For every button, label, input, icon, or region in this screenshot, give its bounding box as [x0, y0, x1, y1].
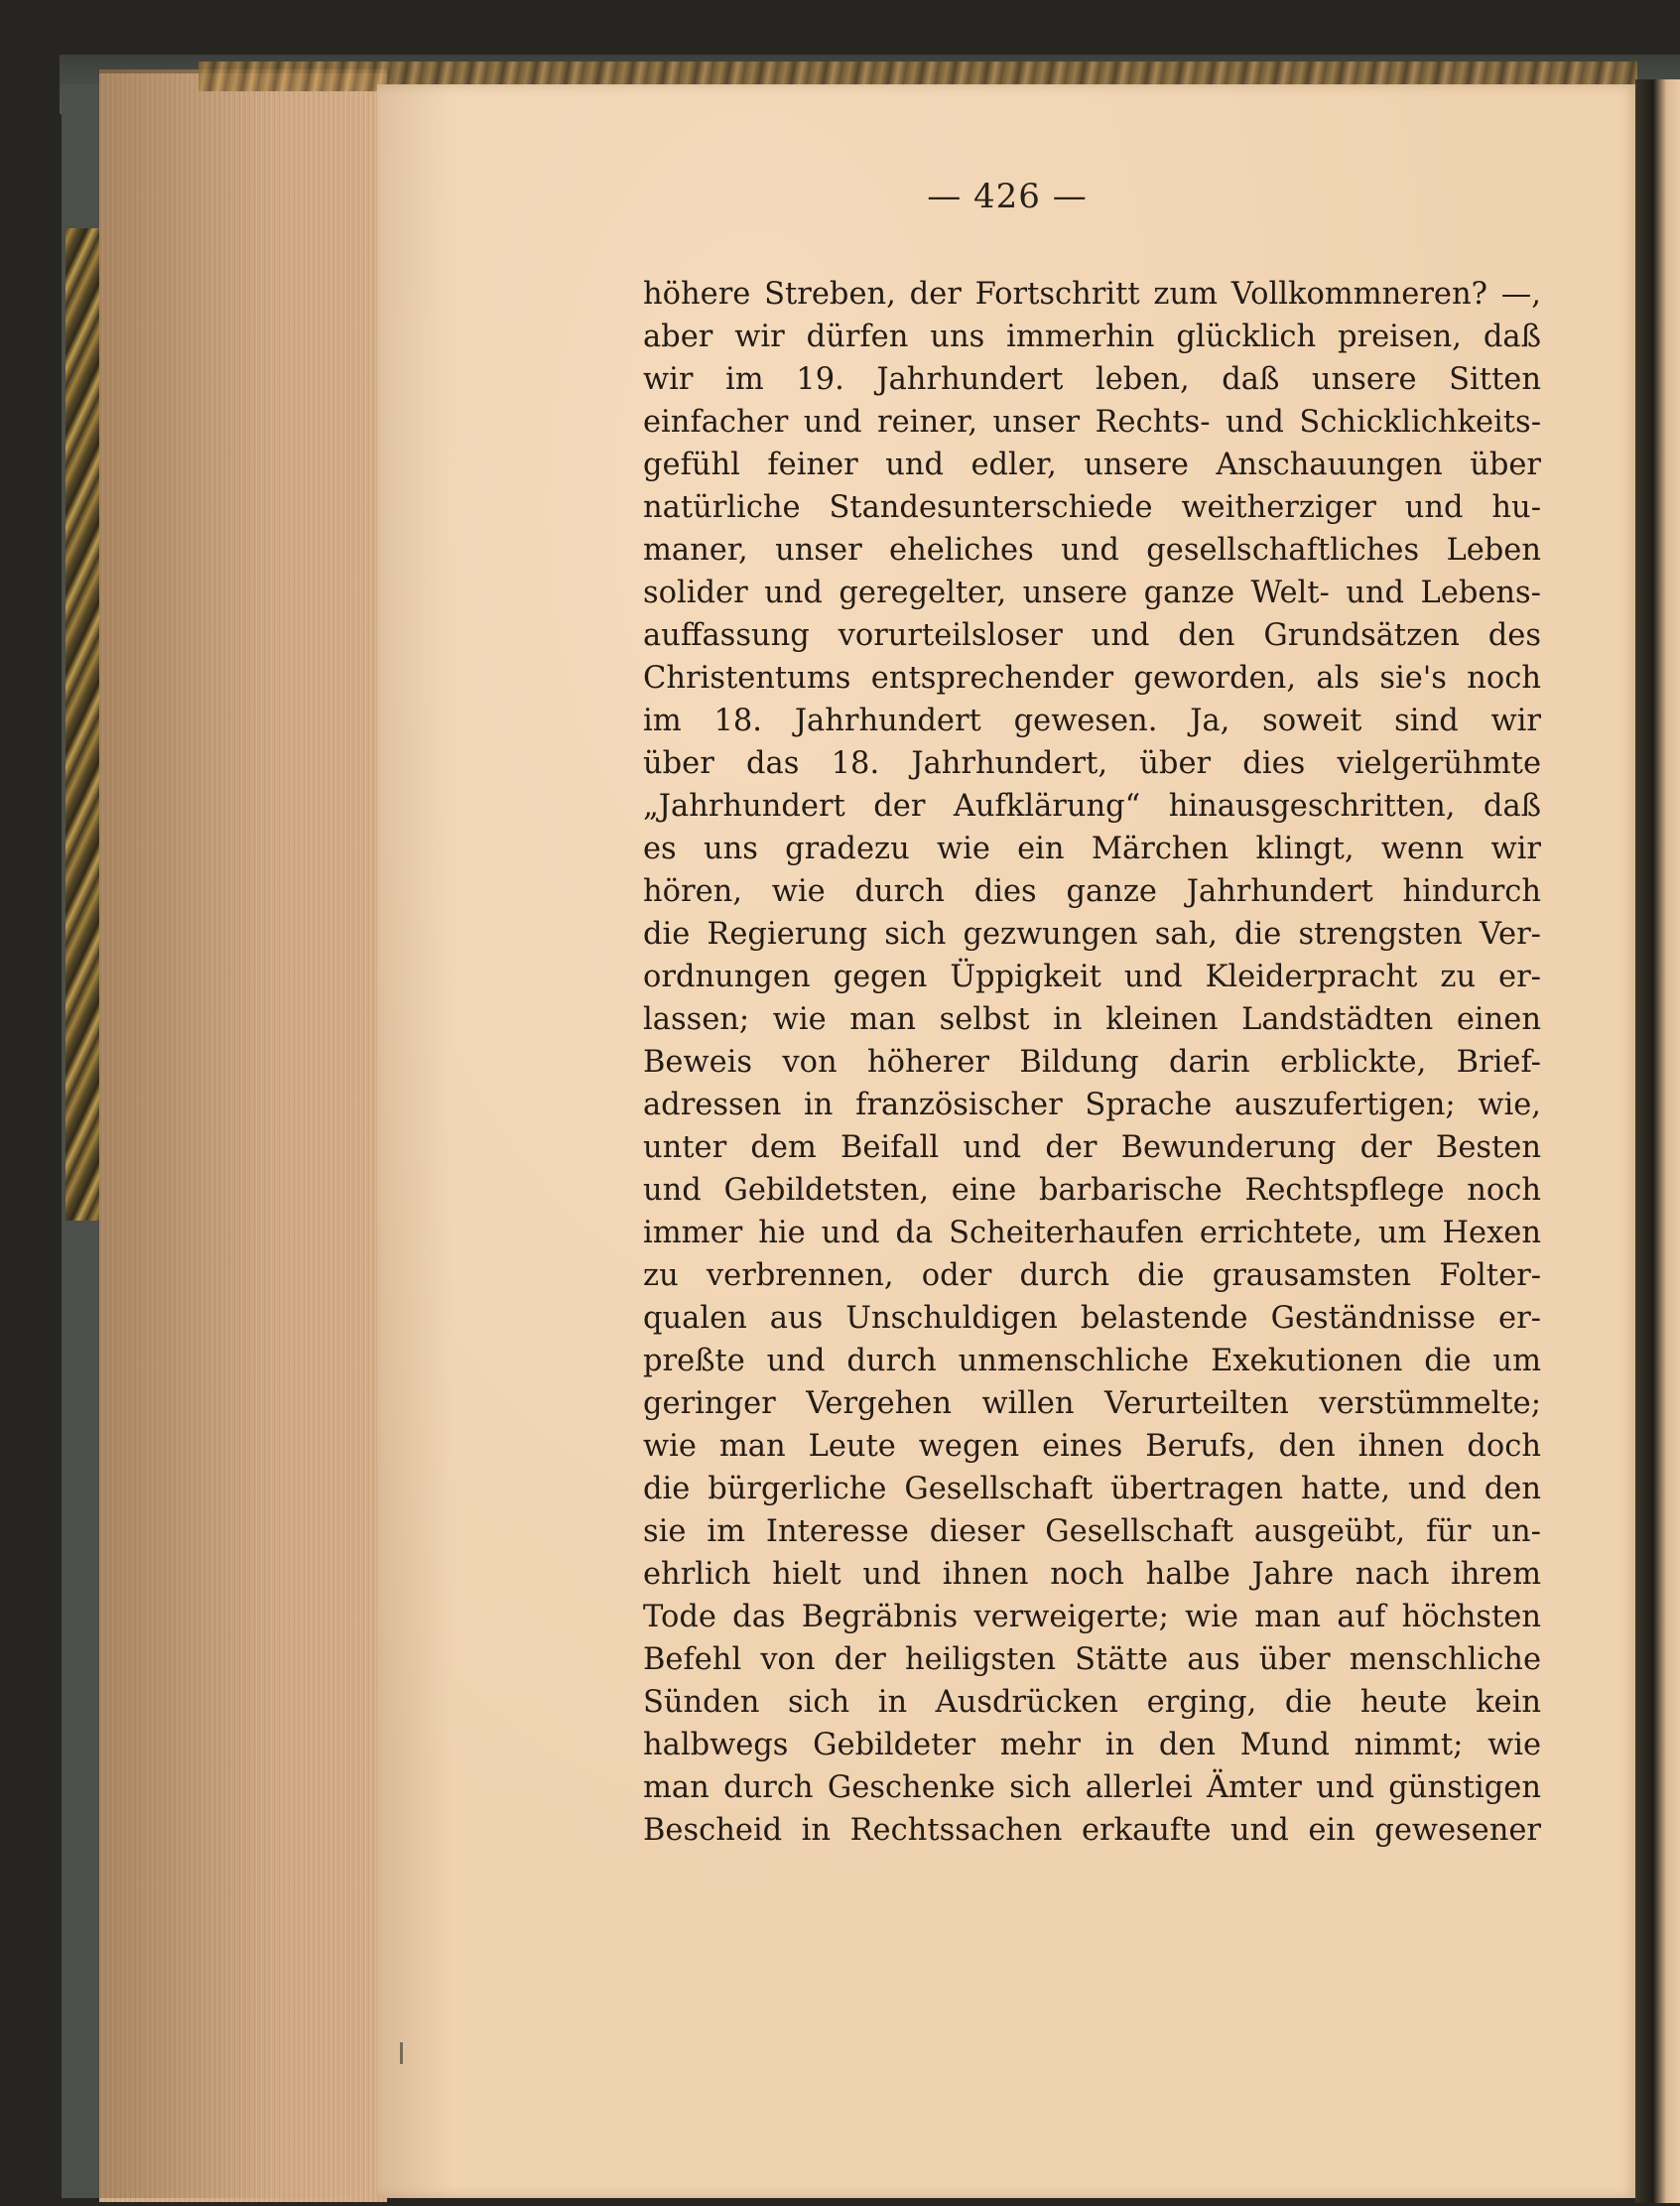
text-line: Beweis von höherer Bildung darin erblickte, Brief- [643, 1045, 1541, 1080]
text-line: natürliche Standesunterschiede weitherziger und hu- [643, 490, 1541, 525]
text-line: ehrlich hielt und ihnen noch halbe Jahre nach ihrem [643, 1557, 1541, 1592]
text-line: adressen in französischer Sprache auszufertigen; wie, [643, 1088, 1541, 1122]
text-line: hören, wie durch dies ganze Jahrhundert hindurch [643, 874, 1541, 909]
text-line: Bescheid in Rechtssachen erkaufte und ein gewesener [643, 1813, 1541, 1848]
book-gutter [1635, 79, 1680, 2203]
text-line: höhere Streben, der Fortschritt zum Vollkommneren? —, [643, 277, 1541, 312]
text-line: wir im 19. Jahrhundert leben, daß unsere Sitten [643, 362, 1541, 397]
body-text [643, 273, 1541, 1852]
text-line: die bürgerliche Gesellschaft übertragen hatte, und den [643, 1472, 1541, 1506]
text-line: sie im Interesse dieser Gesellschaft ausgeübt, für un- [643, 1514, 1541, 1549]
text-line: unter dem Beifall und der Bewunderung der Besten [643, 1130, 1541, 1165]
text-line: Sünden sich in Ausdrücken erging, die heute kein [643, 1685, 1541, 1720]
text-line: wie man Leute wegen eines Berufs, den ihnen doch [643, 1429, 1541, 1464]
marbled-cover-edge [65, 228, 101, 1221]
text-line: halbwegs Gebildeter mehr in den Mund nimmt; wie [643, 1728, 1541, 1762]
text-line: man durch Geschenke sich allerlei Ämter und günstigen [643, 1770, 1541, 1805]
text-line: und Gebildetsten, eine barbarische Rechtspflege noch [643, 1173, 1541, 1208]
text-line: immer hie und da Scheiterhaufen errichtete, um Hexen [643, 1216, 1541, 1250]
text-line: lassen; wie man selbst in kleinen Landstädten einen [643, 1002, 1541, 1037]
text-line: auffassung vorurteilsloser und den Grundsätzen des [643, 618, 1541, 653]
text-line: Christentums entsprechender geworden, als sie's noch [643, 661, 1541, 696]
text-line: qualen aus Unschuldigen belastende Geständnisse er- [643, 1301, 1541, 1336]
stray-mark [400, 2042, 403, 2064]
text-line: über das 18. Jahrhundert, über dies vielgerühmte [643, 746, 1541, 781]
text-line: geringer Vergehen willen Verurteilten verstümmelte; [643, 1386, 1541, 1421]
text-line: die Regierung sich gezwungen sah, die strengsten Ver- [643, 917, 1541, 952]
text-line: „Jahrhundert der Aufklärung“ hinausgeschritten, daß [643, 789, 1541, 824]
text-line: zu verbrennen, oder durch die grausamsten Folter- [643, 1258, 1541, 1293]
text-line: preßte und durch unmenschliche Exekutionen die um [643, 1344, 1541, 1378]
text-line: ordnungen gegen Üppigkeit und Kleiderpracht zu er- [643, 960, 1541, 994]
text-line: Tode das Begräbnis verweigerte; wie man auf höchsten [643, 1600, 1541, 1634]
text-line: maner, unser eheliches und gesellschaftliches Leben [643, 533, 1541, 568]
text-line: Befehl von der heiligsten Stätte aus über menschliche [643, 1642, 1541, 1677]
text-line: einfacher und reiner, unser Rechts- und Schicklichkeits- [643, 405, 1541, 440]
page-number: — 426 — [927, 177, 1088, 216]
text-line: im 18. Jahrhundert gewesen. Ja, soweit sind wir [643, 704, 1541, 738]
text-line: gefühl feiner und edler, unsere Anschauungen über [643, 448, 1541, 482]
text-line: es uns gradezu wie ein Märchen klingt, wenn wir [643, 832, 1541, 866]
page-stack-shadow [99, 69, 387, 2198]
text-line: aber wir dürfen uns immerhin glücklich preisen, daß [643, 320, 1541, 354]
text-line: solider und geregelter, unsere ganze Welt- und Lebens- [643, 576, 1541, 610]
